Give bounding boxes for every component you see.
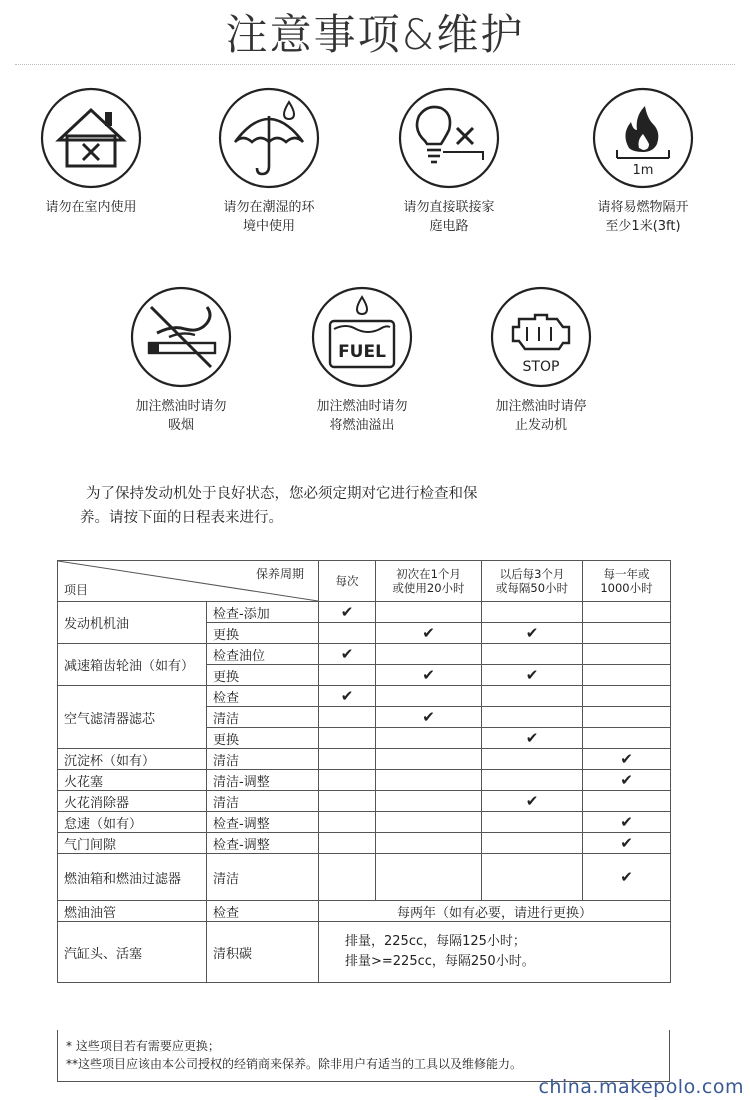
icon-block-no-smoking: [101, 285, 261, 435]
empty-cell: [376, 791, 482, 812]
row-action: 更换: [207, 623, 319, 644]
check-mark: ✔: [482, 623, 583, 644]
row-action: 清积碳: [207, 922, 319, 983]
row-item: 燃油油管: [58, 901, 207, 922]
check-mark: ✔: [376, 707, 482, 728]
row-action: 检查-添加: [207, 602, 319, 623]
col-header-yearly: 每一年或 1000小时: [583, 561, 671, 602]
icon-block-fuel-overflow: [282, 285, 442, 435]
row-item: 减速箱齿轮油（如有）: [58, 644, 207, 686]
table-row: [58, 602, 671, 623]
row-action: 检查: [207, 901, 319, 922]
header-diagonal-cell: 保养周期 项目: [58, 561, 319, 602]
check-mark: ✔: [482, 665, 583, 686]
table-row-cylinder: [58, 922, 671, 983]
empty-cell: [319, 833, 376, 854]
empty-cell: [482, 854, 583, 901]
empty-cell: [482, 833, 583, 854]
row-note: 排量，225cc，每隔125小时； 排量>=225cc，每隔250小时。: [319, 922, 671, 983]
footnotes: * 这些项目若有需要应更换； **这些项目应该由本公司授权的经销商来保养。除非用户有适当的工具以及维修能力。: [57, 1030, 670, 1082]
row-action: 清洁: [207, 791, 319, 812]
empty-cell: [376, 644, 482, 665]
icon-caption: 请将易燃物隔开 至少1米(3ft): [597, 200, 689, 234]
icon-caption: 请勿直接联接家 庭电路: [403, 200, 495, 234]
table-row: [58, 686, 671, 707]
svg-text:STOP: STOP: [522, 359, 560, 375]
icon-caption: 加注燃油时请勿 吸烟: [135, 399, 227, 433]
maintenance-schedule-table: [57, 560, 671, 983]
table-row: [58, 833, 671, 854]
row-item: 火花消除器: [58, 791, 207, 812]
row-item: 燃油箱和燃油过滤器: [58, 854, 207, 901]
umbrella-icon: [217, 86, 321, 190]
check-mark: ✔: [583, 833, 671, 854]
row-action: 检查: [207, 686, 319, 707]
bulb-cross-icon: [397, 86, 501, 190]
icon-block-no-indoor: [11, 86, 171, 217]
icon-caption: 请勿在室内使用: [45, 200, 137, 215]
table-row: [58, 854, 671, 901]
fire-distance-icon: [591, 86, 695, 190]
empty-cell: [482, 644, 583, 665]
table-row: [58, 812, 671, 833]
check-mark: ✔: [376, 623, 482, 644]
check-mark: ✔: [583, 854, 671, 901]
check-mark: ✔: [319, 602, 376, 623]
row-item: 火花塞: [58, 770, 207, 791]
page-title: 注意事项&维护: [225, 10, 525, 59]
row-note: 每两年（如有必要，请进行更换）: [319, 901, 671, 922]
row-item: 汽缸头、活塞: [58, 922, 207, 983]
table-row-fuel-pipe: [58, 901, 671, 922]
empty-cell: [376, 728, 482, 749]
check-mark: ✔: [376, 665, 482, 686]
row-action: 检查油位: [207, 644, 319, 665]
row-item: 发动机机油: [58, 602, 207, 644]
row-item: 怠速（如有）: [58, 812, 207, 833]
row-action: 清洁: [207, 749, 319, 770]
no-smoking-icon: [129, 285, 233, 389]
empty-cell: [583, 686, 671, 707]
row-action: 清洁: [207, 707, 319, 728]
icon-block-no-wet: [189, 86, 349, 236]
empty-cell: [376, 854, 482, 901]
empty-cell: [482, 602, 583, 623]
empty-cell: [482, 812, 583, 833]
house-cross-icon: [39, 86, 143, 190]
empty-cell: [319, 854, 376, 901]
intro-paragraph: 为了保持发动机处于良好状态，您必须定期对它进行检查和保 养。请按下面的日程表来进行。: [80, 486, 478, 526]
empty-cell: [319, 812, 376, 833]
row-action: 清洁: [207, 854, 319, 901]
row-action: 清洁-调整: [207, 770, 319, 791]
empty-cell: [482, 686, 583, 707]
icon-caption: 请勿在潮湿的环 境中使用: [223, 200, 315, 234]
title-divider: [15, 64, 735, 65]
watermark: china.makepolo.com: [538, 1076, 744, 1098]
check-mark: ✔: [583, 749, 671, 770]
empty-cell: [319, 770, 376, 791]
empty-cell: [482, 749, 583, 770]
check-mark: ✔: [583, 770, 671, 791]
empty-cell: [319, 707, 376, 728]
empty-cell: [376, 770, 482, 791]
svg-text:FUEL: FUEL: [338, 342, 386, 362]
icon-block-no-home-circuit: [369, 86, 529, 236]
empty-cell: [583, 602, 671, 623]
check-mark: ✔: [482, 728, 583, 749]
empty-cell: [319, 749, 376, 770]
table-row: [58, 791, 671, 812]
row-item: 空气滤清器滤芯: [58, 686, 207, 749]
empty-cell: [583, 623, 671, 644]
empty-cell: [583, 707, 671, 728]
row-item: 沉淀杯（如有）: [58, 749, 207, 770]
empty-cell: [583, 728, 671, 749]
check-mark: ✔: [319, 644, 376, 665]
empty-cell: [319, 623, 376, 644]
col-header-first-month: 初次在1个月 或使用20小时: [376, 561, 482, 602]
schedule-body: [58, 602, 671, 901]
col-header-every-3-months: 以后每3个月 或每隔50小时: [482, 561, 583, 602]
check-mark: ✔: [482, 791, 583, 812]
table-row: [58, 644, 671, 665]
icon-block-flammable-distance: [563, 86, 723, 236]
empty-cell: [376, 833, 482, 854]
col-header-every-time: 每次: [319, 561, 376, 602]
row-action: 更换: [207, 665, 319, 686]
check-mark: ✔: [583, 812, 671, 833]
table-row: [58, 749, 671, 770]
empty-cell: [482, 707, 583, 728]
empty-cell: [583, 665, 671, 686]
empty-cell: [319, 665, 376, 686]
empty-cell: [376, 749, 482, 770]
empty-cell: [583, 644, 671, 665]
row-action: 更换: [207, 728, 319, 749]
empty-cell: [376, 812, 482, 833]
row-item: 气门间隙: [58, 833, 207, 854]
icon-caption: 加注燃油时请勿 将燃油溢出: [316, 399, 408, 433]
empty-cell: [583, 791, 671, 812]
empty-cell: [376, 686, 482, 707]
table-row: [58, 770, 671, 791]
empty-cell: [482, 770, 583, 791]
empty-cell: [319, 728, 376, 749]
icon-caption: 加注燃油时请停 止发动机: [495, 399, 587, 433]
check-mark: ✔: [319, 686, 376, 707]
row-action: 检查-调整: [207, 812, 319, 833]
fuel-tank-icon: [310, 285, 414, 389]
icon-block-stop-engine: [461, 285, 621, 435]
engine-stop-icon: [489, 285, 593, 389]
row-action: 检查-调整: [207, 833, 319, 854]
empty-cell: [319, 791, 376, 812]
empty-cell: [376, 602, 482, 623]
table-header-row: [58, 561, 671, 602]
svg-text:1m: 1m: [632, 163, 654, 178]
